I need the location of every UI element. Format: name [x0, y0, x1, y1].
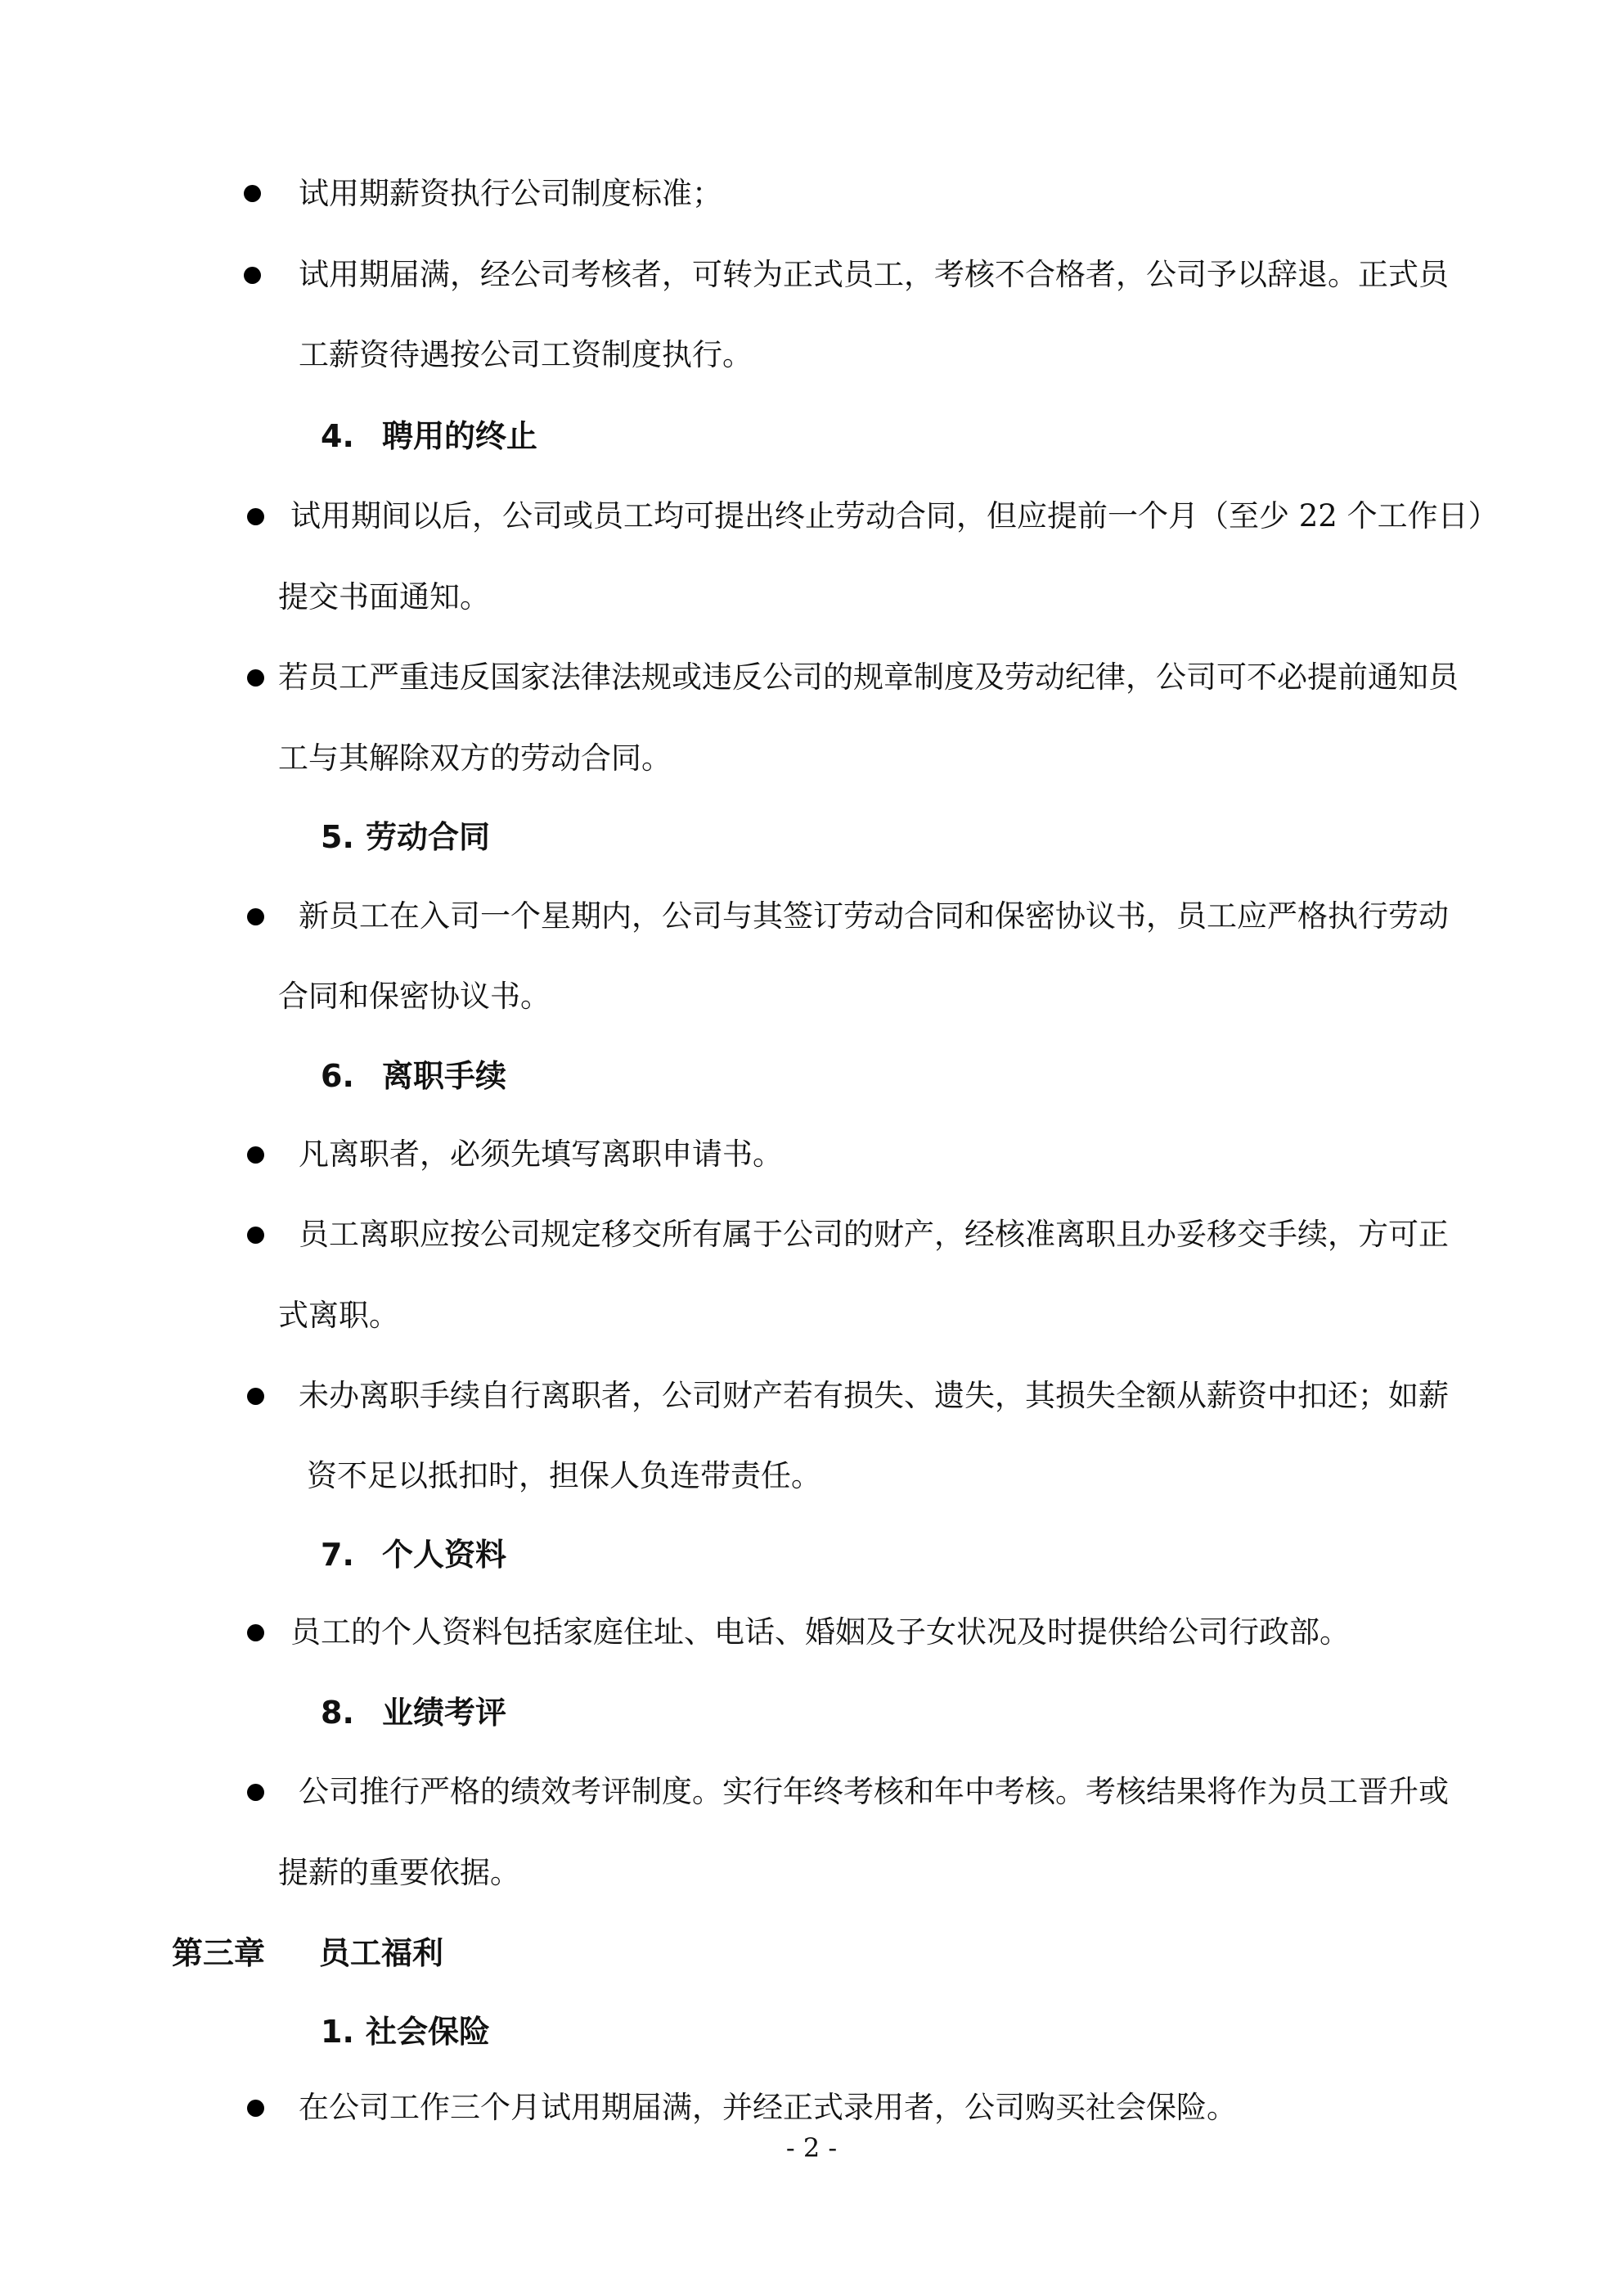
- item-text: 提交书面通知。: [278, 579, 490, 615]
- bullet-icon: [247, 1388, 264, 1405]
- bullet-icon: [247, 1227, 264, 1244]
- bullet-icon: [247, 1624, 264, 1641]
- section-heading: 1. 社会保险: [321, 2014, 491, 2050]
- page-number: - 2 -: [785, 2132, 838, 2163]
- chapter-title: 员工福利: [319, 1935, 444, 1971]
- item-text: 合同和保密协议书。: [278, 979, 551, 1014]
- item-text: 提薪的重要依据。: [278, 1855, 520, 1890]
- item-text: 未办离职手续自行离职者，公司财产若有损失、遗失，其损失全额从薪资中扣还；如薪: [299, 1378, 1449, 1413]
- item-text: 新员工在入司一个星期内，公司与其签订劳动合同和保密协议书，员工应严格执行劳动: [299, 898, 1449, 934]
- section-heading: 5. 劳动合同: [321, 819, 491, 855]
- item-text: 试用期间以后，公司或员工均可提出终止劳动合同，但应提前一个月（至少 22 个工作日）: [290, 498, 1499, 533]
- section-heading: 6. 离职手续: [321, 1058, 507, 1094]
- item-text: 试用期薪资执行公司制度标准；: [299, 176, 722, 211]
- item-text: 式离职。: [278, 1298, 399, 1333]
- bullet-icon: [247, 1784, 264, 1801]
- chapter-heading: [172, 1933, 443, 1974]
- item-text: 在公司工作三个月试用期届满，并经正式录用者，公司购买社会保险。: [299, 2090, 1237, 2125]
- item-text: 资不足以抵扣时，担保人负连带责任。: [307, 1458, 821, 1493]
- item-text: 若员工严重违反国家法律法规或违反公司的规章制度及劳动纪律，公司可不必提前通知员: [278, 660, 1459, 695]
- item-text: 员工的个人资料包括家庭住址、电话、婚姻及子女状况及时提供给公司行政部。: [290, 1614, 1350, 1650]
- bullet-icon: [244, 185, 261, 202]
- bullet-icon: [247, 1146, 264, 1164]
- chapter-label: 第三章: [172, 1935, 266, 1971]
- item-text: 凡离职者，必须先填写离职申请书。: [299, 1137, 783, 1172]
- item-text: 员工离职应按公司规定移交所有属于公司的财产，经核准离职且办妥移交手续，方可正: [299, 1217, 1449, 1252]
- bullet-icon: [244, 267, 261, 284]
- bullet-icon: [247, 669, 264, 687]
- item-text: 试用期届满，经公司考核者，可转为正式员工，考核不合格者，公司予以辞退。正式员: [299, 257, 1449, 292]
- bullet-icon: [247, 508, 264, 525]
- item-text: 工与其解除双方的劳动合同。: [278, 741, 672, 776]
- section-heading: 7. 个人资料: [321, 1537, 507, 1573]
- item-text: 工薪资待遇按公司工资制度执行。: [299, 337, 753, 372]
- bullet-icon: [247, 908, 264, 925]
- section-heading: 8. 业绩考评: [321, 1695, 507, 1731]
- bullet-icon: [247, 2100, 264, 2117]
- item-text: 公司推行严格的绩效考评制度。实行年终考核和年中考核。考核结果将作为员工晋升或: [299, 1774, 1449, 1809]
- section-heading: 4. 聘用的终止: [321, 418, 538, 454]
